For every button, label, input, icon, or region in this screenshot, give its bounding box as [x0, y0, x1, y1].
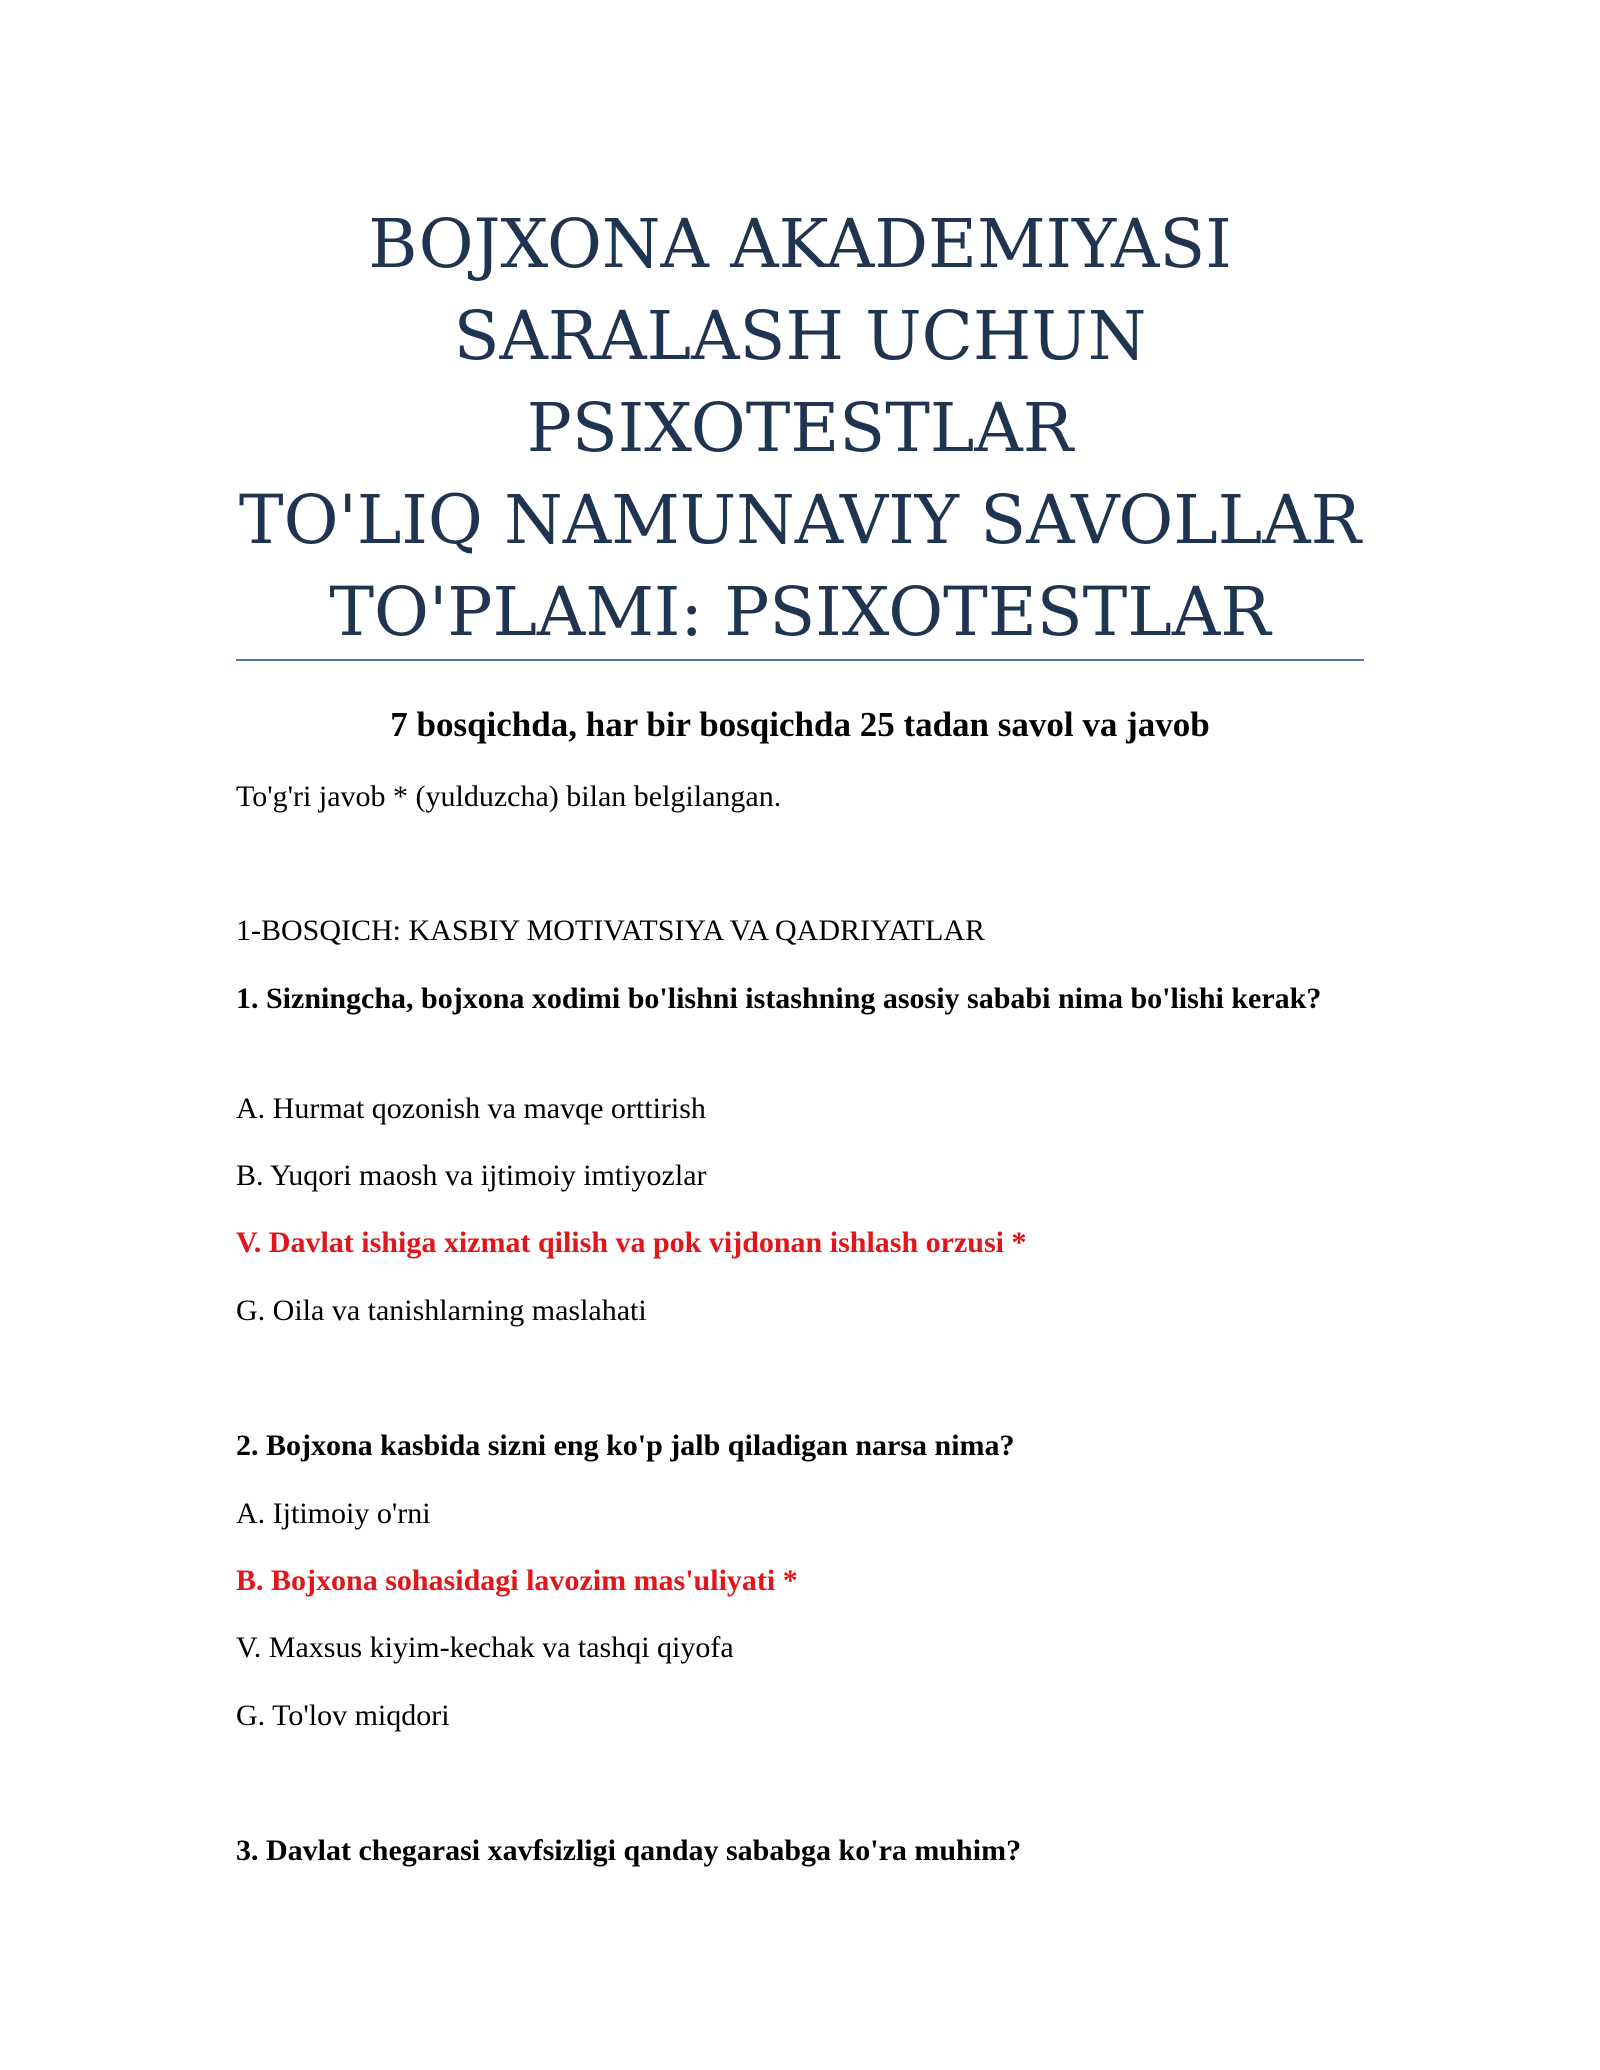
question-2-option-g: G. To'lov miqdori: [236, 1699, 450, 1732]
title-line: SARALASH UCHUN: [453, 297, 1147, 375]
question-2-option-v: V. Maxsus kiyim-kechak va tashqi qiyofa: [236, 1631, 734, 1664]
title-line: PSIXOTESTLAR: [526, 389, 1074, 467]
document-subtitle: 7 bosqichda, har bir bosqichda 25 tadan savol va javob: [390, 705, 1210, 744]
question-1-option-b: B. Yuqori maosh va ijtimoiy imtiyozlar: [236, 1159, 707, 1192]
title-line: BOJXONA AKADEMIYASI: [368, 205, 1232, 283]
title-line: TO'PLAMI: PSIXOTESTLAR: [329, 573, 1271, 651]
question-2-text: 2. Bojxona kasbida sizni eng ko'p jalb qiladigan narsa nima?: [236, 1429, 1015, 1462]
question-2-option-a: A. Ijtimoiy o'rni: [236, 1497, 431, 1530]
question-3-text: 3. Davlat chegarasi xavfsizligi qanday sababga ko'ra muhim?: [236, 1834, 1022, 1867]
section-heading: 1-BOSQICH: KASBIY MOTIVATSIYA VA QADRIYATLAR: [236, 914, 985, 947]
title-line: TO'LIQ NAMUNAVIY SAVOLLAR: [238, 481, 1362, 559]
question-1-text: 1. Sizningcha, bojxona xodimi bo'lishni istashning asosiy sababi nima bo'lishi kerak?: [236, 982, 1322, 1015]
question-1-option-g: G. Oila va tanishlarning maslahati: [236, 1294, 647, 1327]
answer-key-note: To'g'ri javob * (yulduzcha) bilan belgilangan.: [236, 780, 782, 813]
question-1-option-a: A. Hurmat qozonish va mavqe orttirish: [236, 1092, 706, 1125]
question-1-option-v-correct: V. Davlat ishiga xizmat qilish va pok vijdonan ishlash orzusi *: [236, 1226, 1027, 1259]
question-2-option-b-correct: B. Bojxona sohasidagi lavozim mas'uliyati *: [236, 1564, 798, 1597]
document-title: [236, 198, 1364, 658]
title-divider: [236, 659, 1364, 661]
